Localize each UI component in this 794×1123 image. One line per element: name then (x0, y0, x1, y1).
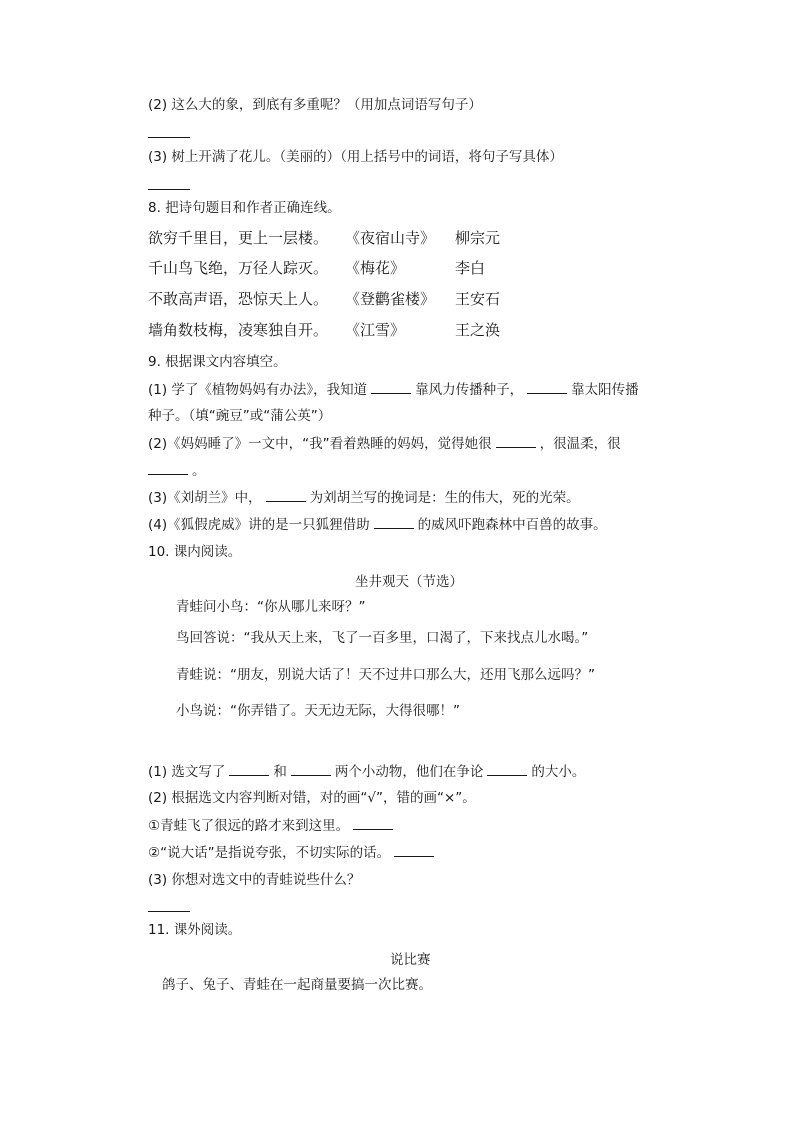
q9-sub1-cont: 种子。（填“豌豆”或“蒲公英”） (148, 408, 332, 424)
q9-sub3 (148, 487, 580, 508)
q7-sub2-answer-line[interactable] (148, 137, 190, 138)
q10-judge-2-blank[interactable] (394, 842, 434, 857)
q10-s1-text-c: 两个小动物，他们在争论 (334, 764, 484, 780)
q10-passage-para-2: 鸟回答说：“我从天上来，飞了一百多里，口渴了，下来找点儿水喝。” (176, 630, 589, 646)
poem-line-4: 墙角数枝梅，凌寒独自开。 (148, 321, 329, 339)
q9-blank-2[interactable] (527, 379, 567, 394)
q9-blank-1[interactable] (371, 379, 411, 394)
q10-s1-text-a: (1) 选文写了 (148, 764, 226, 780)
q9-sub2 (148, 433, 621, 454)
q10-prompt: 10. 课内阅读。 (148, 544, 242, 560)
q9-s2-text-b: ，很温柔，很 (539, 436, 621, 452)
q10-judge-1-text: ①青蛙飞了很远的路才来到这里。 (148, 818, 350, 834)
q10-s1-text-d: 的大小。 (531, 764, 586, 780)
q10-sub3-answer-line[interactable] (148, 911, 190, 912)
q10-passage-para-3: 青蛙说：“朋友，别说大话了！天不过井口那么大，还用飞那么远吗？” (176, 667, 595, 683)
q9-blank-4[interactable] (148, 460, 188, 475)
poem-title-4[interactable]: 《江雪》 (345, 321, 406, 339)
q11-passage-para-1: 鸽子、兔子、青蛙在一起商量要搞一次比赛。 (162, 977, 432, 993)
q10-judge-1-blank[interactable] (353, 815, 393, 830)
q9-prompt: 9. 根据课文内容填空。 (148, 354, 287, 370)
q7-sub3-answer-line[interactable] (148, 189, 190, 190)
q9-s3-text-b: 为刘胡兰写的挽词是：生的伟大，死的光荣。 (309, 490, 580, 506)
poem-line-1: 欲穷千里目，更上一层楼。 (148, 229, 329, 247)
q9-blank-3[interactable] (496, 433, 536, 448)
poem-author-1[interactable]: 柳宗元 (455, 229, 501, 247)
q9-sub1 (148, 379, 639, 400)
q7-sub2: (2) 这么大的象，到底有多重呢？（用加点词语写句子） (148, 97, 482, 113)
q10-passage-para-1: 青蛙问小鸟：“你从哪儿来呀？” (176, 599, 366, 615)
q10-judge-2 (148, 842, 438, 863)
q10-passage-para-4: 小鸟说：“你弄错了。天无边无际，大得很哪！” (176, 703, 460, 719)
q10-passage-title: 坐井观天（节选） (355, 574, 463, 590)
q9-s4-text-a: (4)《狐假虎威》讲的是一只狐狸借助 (148, 517, 370, 533)
q9-s3-text-a: (3)《刘胡兰》中， (148, 490, 262, 506)
q11-passage-title: 说比赛 (390, 952, 431, 968)
poem-line-2: 千山鸟飞绝，万径人踪灭。 (148, 259, 329, 277)
q9-sub4 (148, 514, 607, 535)
q7-sub3: (3) 树上开满了花儿。（美丽的）（用上括号中的词语，将句子写具体） (148, 149, 563, 165)
poem-author-3[interactable]: 王安石 (455, 290, 501, 308)
q9-s1-text-c: 靠太阳传播 (571, 382, 639, 398)
q11-prompt: 11. 课外阅读。 (148, 922, 242, 938)
q10-blank-3[interactable] (487, 761, 527, 776)
poem-title-2[interactable]: 《梅花》 (345, 259, 406, 277)
q10-sub3: (3) 你想对选文中的青蛙说些什么？ (148, 872, 361, 888)
poem-title-3[interactable]: 《登鹳雀楼》 (345, 290, 436, 308)
q9-sub2-cont (148, 460, 206, 481)
q10-sub1 (148, 761, 585, 782)
q10-judge-2-text: ②“说大话”是指说夸张，不切实际的话。 (148, 845, 391, 861)
q10-s1-text-b: 和 (273, 764, 287, 780)
q9-blank-5[interactable] (266, 487, 306, 502)
q10-judge-1 (148, 815, 397, 836)
poem-title-1[interactable]: 《夜宿山寺》 (345, 229, 436, 247)
q9-blank-6[interactable] (374, 514, 414, 529)
poem-author-2[interactable]: 李白 (455, 259, 486, 277)
q9-s4-text-b: 的威风吓跑森林中百兽的故事。 (417, 517, 607, 533)
q8-prompt: 8. 把诗句题目和作者正确连线。 (148, 200, 341, 216)
poem-line-3: 不敢高声语，恐惊天上人。 (148, 290, 329, 308)
q10-blank-2[interactable] (291, 761, 331, 776)
q9-s1-text-b: 靠风力传播种子， (415, 382, 524, 398)
q10-sub2: (2) 根据选文内容判断对错，对的画“√”，错的画“×”。 (148, 790, 476, 806)
q9-s1-text-a: (1) 学了《植物妈妈有办法》，我知道 (148, 382, 368, 398)
q9-s2-text-a: (2)《妈妈睡了》一文中，“我”看着熟睡的妈妈，觉得她很 (148, 436, 492, 452)
q9-s2-text-c: 。 (192, 463, 206, 479)
q10-blank-1[interactable] (229, 761, 269, 776)
poem-author-4[interactable]: 王之涣 (455, 321, 501, 339)
